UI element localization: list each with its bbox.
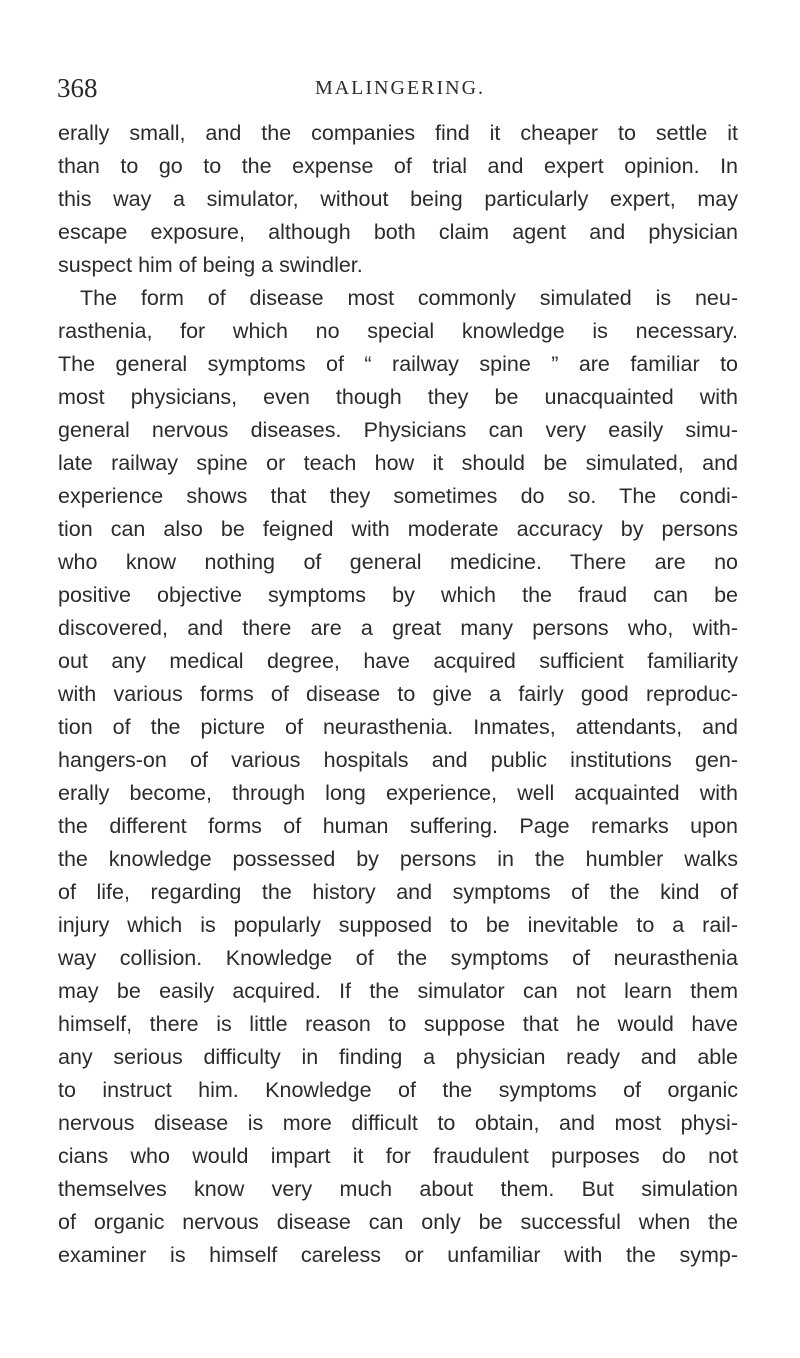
text-line: late railway spine or teach how it should be simulated, and	[58, 451, 738, 475]
page-header	[0, 70, 800, 110]
text-line: injury which is popularly supposed to be inevitable to a rail-	[58, 913, 738, 937]
text-line: may be easily acquired. If the simulator can not learn them	[58, 979, 738, 1003]
text-line: suspect him of being a swindler.	[58, 253, 363, 277]
text-line: this way a simulator, without being particularly expert, may	[58, 187, 738, 211]
text-line: themselves know very much about them. But simulation	[58, 1177, 738, 1201]
text-line: erally small, and the companies find it cheaper to settle it	[58, 121, 738, 145]
text-line: escape exposure, although both claim agent and physician	[58, 220, 738, 244]
text-line: who know nothing of general medicine. There are no	[58, 550, 738, 574]
text-line: hangers-on of various hospitals and public institutions gen-	[58, 748, 738, 772]
text-line: with various forms of disease to give a fairly good reproduc-	[58, 682, 738, 706]
text-line: experience shows that they sometimes do so. The condi-	[58, 484, 738, 508]
body-text	[58, 117, 738, 1272]
text-line: to instruct him. Knowledge of the symptoms of organic	[58, 1078, 738, 1102]
text-line: out any medical degree, have acquired sufficient familiarity	[58, 649, 738, 673]
text-line: most physicians, even though they be unacquainted with	[58, 385, 738, 409]
text-line: tion can also be feigned with moderate accuracy by persons	[58, 517, 738, 541]
text-line: way collision. Knowledge of the symptoms of neurasthenia	[58, 946, 738, 970]
text-line: positive objective symptoms by which the fraud can be	[58, 583, 738, 607]
text-line: the knowledge possessed by persons in the humbler walks	[58, 847, 738, 871]
running-head: MALINGERING.	[314, 77, 486, 99]
text-line: erally become, through long experience, well acquainted with	[58, 781, 738, 805]
text-line: tion of the picture of neurasthenia. Inmates, attendants, and	[58, 715, 738, 739]
text-line: cians who would impart it for fraudulent purposes do not	[58, 1144, 738, 1168]
text-line: himself, there is little reason to suppose that he would have	[58, 1012, 738, 1036]
text-line: of organic nervous disease can only be successful when the	[58, 1210, 738, 1234]
text-line: general nervous diseases. Physicians can very easily simu-	[58, 418, 738, 442]
text-line: than to go to the expense of trial and expert opinion. In	[58, 154, 738, 178]
page-number: 368	[57, 73, 98, 103]
text-line: rasthenia, for which no special knowledge is necessary.	[58, 319, 738, 343]
text-line: any serious difficulty in finding a physician ready and able	[58, 1045, 738, 1069]
text-line: nervous disease is more difficult to obtain, and most physi-	[58, 1111, 738, 1135]
text-line: of life, regarding the history and symptoms of the kind of	[58, 880, 738, 904]
text-line: The form of disease most commonly simulated is neu-	[80, 286, 738, 310]
text-line: the different forms of human suffering. Page remarks upon	[58, 814, 738, 838]
text-line: examiner is himself careless or unfamiliar with the symp-	[58, 1243, 738, 1267]
text-line: The general symptoms of “ railway spine ” are familiar to	[58, 352, 738, 376]
text-line: discovered, and there are a great many persons who, with-	[58, 616, 738, 640]
